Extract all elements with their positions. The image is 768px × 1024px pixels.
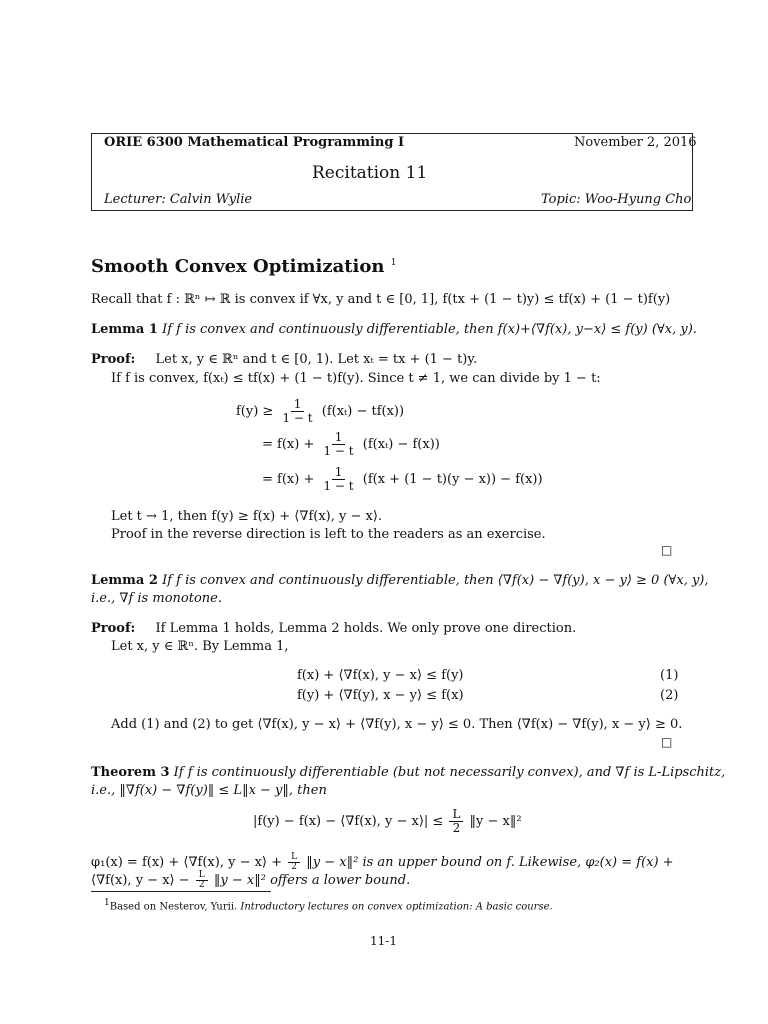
lemma-2-label: Lemma 2: [91, 573, 158, 588]
proof-2-line-3: Add (1) and (2) to get ⟨∇f(x), y − x⟩ + ⟨∇f(y), x − y⟩ ≤ 0. Then ⟨∇f(x) − ∇f(y), x − y⟩ ≥ 0.: [111, 717, 683, 732]
lecturer: Lecturer: Calvin Wylie: [104, 192, 253, 207]
topic: Topic: Woo-Hyung Cho: [541, 192, 692, 207]
lemma-2: [91, 573, 709, 588]
proof-1-label: Proof:: [91, 352, 136, 367]
fraction: $\frac{L}{2}$: [288, 853, 300, 872]
proof-2-eq-2: f(y) + ⟨∇f(y), x − y⟩ ≤ f(x): [297, 688, 464, 703]
footnote: 1Based on Nesterov, Yurii. Introductory lectures on convex optimization: A basic course.: [104, 898, 553, 913]
lemma-1: [91, 322, 697, 337]
fraction: $\frac{1}{1 - t}$: [323, 465, 354, 493]
equation-number-2: (2): [660, 688, 679, 703]
fraction: $\frac{1}{1 - t}$: [323, 430, 354, 458]
intro-text: Recall that f : ℝⁿ ↦ ℝ is convex if ∀x, y and t ∈ [0, 1], f(tx + (1 − t)y) ≤ tf(x) + (1 − t)f(y): [91, 292, 671, 307]
theorem-3-inequality: |f(y) − f(x) − ⟨∇f(x), y − x⟩| ≤ $\frac{L}{2}$ ‖y − x‖²: [253, 807, 522, 835]
proof-1-line-3: Let t → 1, then f(y) ≥ f(x) + ⟨∇f(x), y − x⟩.: [111, 509, 383, 524]
upper-bound-line: φ₁(x) = f(x) + ⟨∇f(x), y − x⟩ + $\frac{L}{2}$ ‖y − x‖² is an upper bound on f. Likewise, φ₂(x) = f(x) +: [91, 852, 674, 872]
theorem-3-text-1: If f is continuously differentiable (but not necessarily convex), and ∇f is L-Lipschitz,: [173, 765, 726, 780]
section-heading: [91, 256, 397, 277]
course-title: ORIE 6300 Mathematical Programming I: [104, 135, 405, 150]
date: November 2, 2016: [574, 135, 697, 150]
theorem-3-label: Theorem 3: [91, 765, 170, 780]
page-number: 11-1: [370, 934, 397, 948]
lemma-2-text-1: If f is convex and continuously differentiable, then ⟨∇f(x) − ∇f(y), x − y⟩ ≥ 0 (∀x, y),: [162, 573, 709, 588]
footnote-rule: [91, 891, 271, 892]
footnote-mark: 1: [104, 898, 110, 908]
proof-2-label: Proof:: [91, 621, 136, 636]
proof-1-line-4: Proof in the reverse direction is left to the readers as an exercise.: [111, 527, 546, 542]
proof-1-line-2: If f is convex, f(xₜ) ≤ tf(x) + (1 − t)f(y). Since t ≠ 1, we can divide by 1 − t:: [111, 371, 601, 386]
proof-1-line-1: Proof: Let x, y ∈ ℝⁿ and t ∈ [0, 1). Let xₜ = tx + (1 − t)y.: [91, 352, 478, 367]
proof-1-eq-3: = f(x) + $\frac{1}{1 - t}$ (f(x + (1 − t)(y − x)) − f(x)): [262, 465, 543, 493]
proof-2-line-2: Let x, y ∈ ℝⁿ. By Lemma 1,: [111, 639, 289, 654]
fraction: $\frac{L}{2}$: [196, 871, 208, 890]
equation-number-1: (1): [660, 668, 679, 683]
proof-2-eq-1: f(x) + ⟨∇f(x), y − x⟩ ≤ f(y): [297, 668, 464, 683]
theorem-3: [91, 765, 725, 780]
lemma-1-text: If f is convex and continuously differentiable, then f(x)+⟨∇f(x), y−x⟩ ≤ f(y) (∀x, y).: [162, 322, 697, 337]
qed-symbol: □: [661, 735, 673, 749]
fraction: $\frac{1}{1 - t}$: [282, 397, 313, 425]
qed-symbol: □: [661, 543, 673, 557]
lemma-2-text-2: i.e., ∇f is monotone.: [91, 591, 222, 606]
proof-1-eq-2: = f(x) + $\frac{1}{1 - t}$ (f(xₜ) − f(x)): [262, 430, 440, 458]
recitation-title: Recitation 11: [312, 163, 428, 183]
proof-1-eq-1: f(y) ≥ $\frac{1}{1 - t}$ (f(xₜ) − tf(x)): [236, 397, 405, 425]
footnote-mark: 1: [390, 258, 397, 268]
theorem-3-text-2: i.e., ‖∇f(x) − ∇f(y)‖ ≤ L‖x − y‖, then: [91, 783, 327, 798]
proof-2-line-1: Proof: If Lemma 1 holds, Lemma 2 holds. We only prove one direction.: [91, 621, 577, 636]
lemma-1-label: Lemma 1: [91, 322, 158, 337]
section-title: Smooth Convex Optimization: [91, 256, 385, 277]
lower-bound-line: ⟨∇f(x), y − x⟩ − $\frac{L}{2}$ ‖y − x‖² offers a lower bound.: [91, 870, 411, 890]
fraction: $\frac{L}{2}$: [449, 808, 463, 835]
